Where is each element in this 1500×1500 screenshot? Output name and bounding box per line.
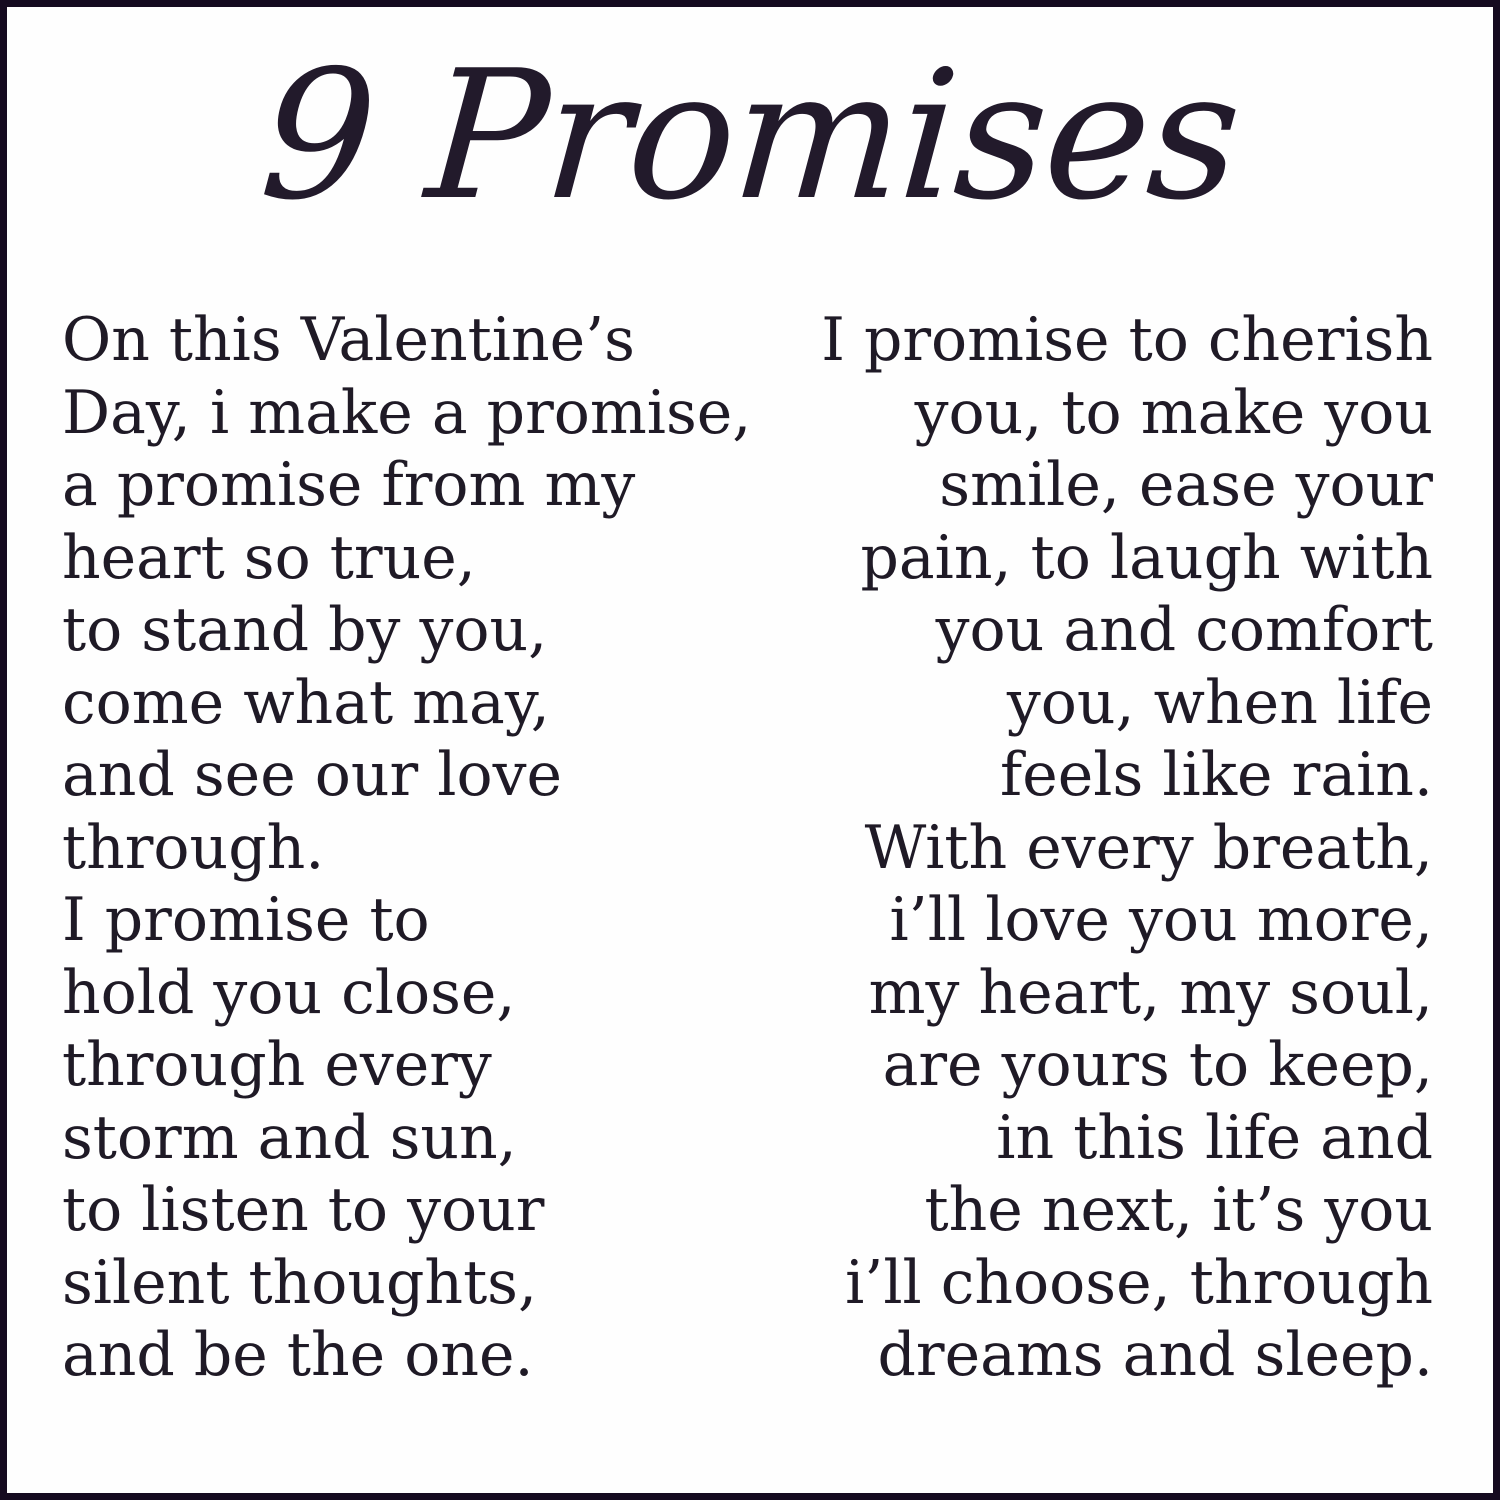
poem-line: and see our love xyxy=(62,740,563,810)
poem-title: 9 Promises xyxy=(255,32,1246,239)
poem-line: are yours to keep, xyxy=(882,1030,1433,1100)
poem-line: silent thoughts, xyxy=(62,1247,538,1318)
poem-line: through. xyxy=(62,812,325,883)
poem-line: heart so true, xyxy=(62,522,476,593)
poem-left-column xyxy=(62,304,751,1392)
poem-line: pain, to laugh with xyxy=(860,522,1433,593)
poem-line: the next, it’s you xyxy=(924,1175,1433,1245)
poem-line: i’ll choose, through xyxy=(845,1247,1433,1318)
poem-line: my heart, my soul, xyxy=(868,957,1433,1028)
poem-line: to listen to your xyxy=(62,1175,545,1245)
poem-line: i’ll love you more, xyxy=(889,885,1433,955)
poem-line: storm and sun, xyxy=(62,1102,517,1173)
poem-line: through every xyxy=(62,1030,492,1100)
poem-line: I promise to xyxy=(62,885,430,955)
poem-line: I promise to cherish xyxy=(821,305,1433,375)
poem-line: you, to make you xyxy=(914,377,1433,448)
poem-line: a promise from my xyxy=(62,450,636,520)
poem-line: feels like rain. xyxy=(1000,740,1433,810)
poem-line: to stand by you, xyxy=(62,595,548,665)
poem-line: you and comfort xyxy=(935,595,1433,665)
poem-line: in this life and xyxy=(996,1102,1433,1173)
poem-line: With every breath, xyxy=(864,812,1433,883)
poem-line: smile, ease your xyxy=(939,450,1433,520)
poem-line: and be the one. xyxy=(62,1320,534,1390)
poem-line: dreams and sleep. xyxy=(877,1320,1433,1390)
poem-columns xyxy=(62,304,1433,1392)
poem-line: Day, i make a promise, xyxy=(62,377,752,448)
poem-line: come what may, xyxy=(62,667,550,738)
poem-line: you, when life xyxy=(1006,667,1433,738)
poem-line: hold you close, xyxy=(62,957,516,1028)
poem-right-column xyxy=(821,304,1433,1392)
poem-line: On this Valentine’s xyxy=(62,305,635,375)
